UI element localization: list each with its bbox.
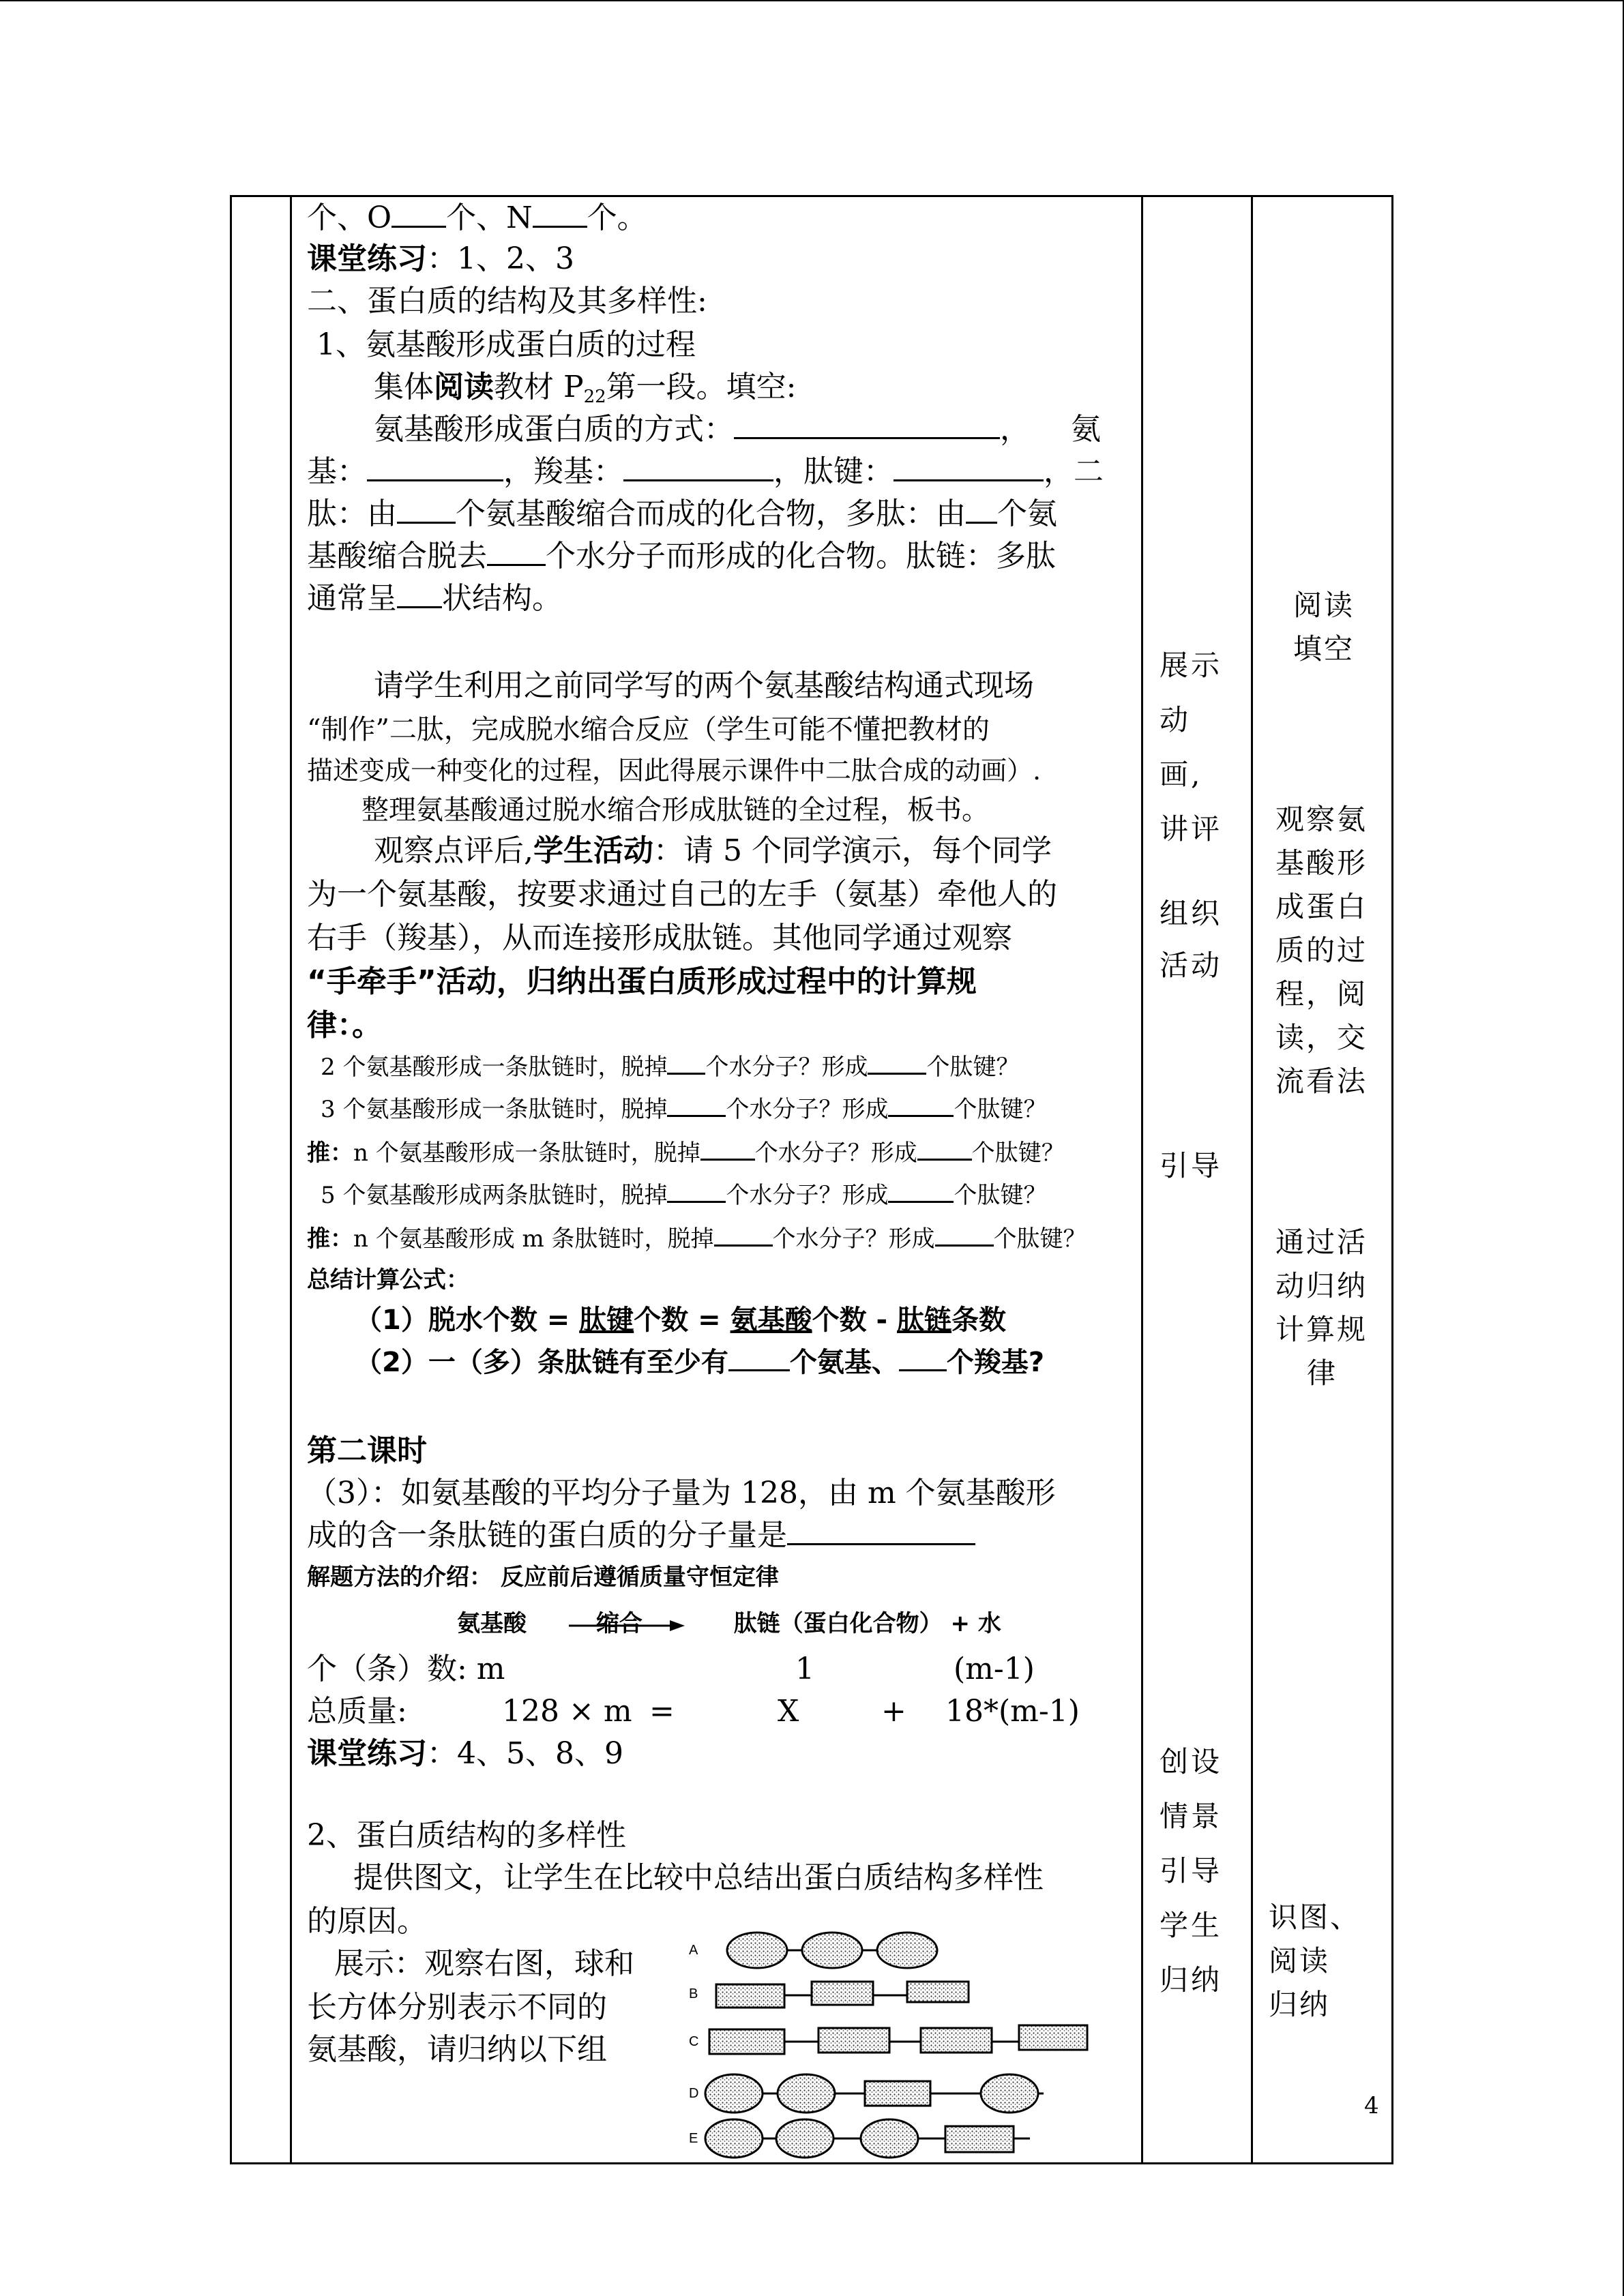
question-line: 推：n 个氨基酸形成 m 条肽链时，脱掉 个水分子？形成 个肽键？ [307,1225,1087,1253]
teacher-note: 情景 [1160,1800,1223,1833]
text-line: （3）：如氨基酸的平均分子量为 128，由 m 个氨基酸形 [307,1476,1056,1510]
exercise-line: 课堂练习：1、2、3 [307,241,574,276]
figure-label: E [689,2131,698,2146]
summary-heading: 总结计算公式： [307,1266,469,1294]
teacher-note: 展示 [1160,648,1223,682]
teacher-note: 引导 [1160,1854,1223,1888]
student-note: 律 [1307,1356,1338,1390]
student-note: 观察氨 [1275,803,1368,836]
teacher-note: 动 [1160,703,1192,736]
student-note: 识图、 [1269,1900,1361,1934]
main-content-column [293,198,1139,2162]
method-note: 解题方法的介绍： 反应前后遵循质量守恒定律 [307,1564,779,1591]
teacher-note: 组织 [1160,897,1223,930]
figure-label: C [689,2034,699,2049]
right-arrow-icon [569,1619,685,1632]
student-note: 动归纳 [1275,1269,1368,1302]
fill-blank-line: 氨基酸形成蛋白质的方式： ， 氨 [374,412,1101,447]
mass-value: 18*(m-1) [945,1694,1080,1729]
count-row: 个（条）数: m [307,1652,505,1686]
text-line: 长方体分别表示不同的 [307,1990,607,2025]
column-divider [1251,195,1253,2164]
text-line: 请学生利用之前同学写的两个氨基酸结构通式现场 [374,668,1034,703]
reaction-equation: 氨基酸 缩合 肽链（蛋白化合物） + 水 [457,1610,1001,1637]
student-note: 阅读 [1293,588,1355,622]
student-note: 读，交 [1275,1021,1368,1054]
text-line: 整理氨基酸通过脱水缩合形成肽链的全过程，板书。 [361,794,989,826]
teacher-note: 讲评 [1160,812,1223,846]
fill-blank-line: 通常呈 状结构。 [307,581,562,616]
exercise-line: 课堂练习：4、5、8、9 [307,1736,623,1771]
mass-value: + [881,1694,906,1729]
student-note: 质的过 [1275,934,1368,967]
column-divider [1141,195,1143,2164]
teacher-note: 归纳 [1160,1963,1223,1997]
question-line: 2 个氨基酸形成一条肽链时，脱掉 个水分子？形成 个肽键？ [321,1054,1020,1081]
student-activity-column [1255,198,1391,2162]
question-line: 3 个氨基酸形成一条肽链时，脱掉 个水分子？形成 个肽键？ [321,1096,1047,1123]
subsection-heading: 1、氨基酸形成蛋白质的过程 [316,327,696,362]
text-line: 个、O 个、N 个。 [307,200,647,235]
teacher-note: 活动 [1160,949,1223,982]
text-line: 的原因。 [307,1904,427,1939]
mass-value: 128 × m [502,1694,632,1729]
teacher-note: 画, [1160,758,1203,791]
text-line: 氨基酸，请归纳以下组 [307,2032,607,2067]
question-line: 5 个氨基酸形成两条肽链时，脱掉 个水分子？形成 个肽键？ [321,1182,1047,1209]
student-note: 通过活 [1275,1225,1368,1259]
fill-blank-line: 肽：由 个氨基酸缩合而成的化合物，多肽：由 个氨 [307,496,1057,531]
count-value: (m-1) [954,1652,1035,1686]
text-line: 展示：观察右图，球和 [334,1946,634,1981]
student-note: 程，阅 [1275,977,1368,1011]
student-note: 填空 [1293,632,1355,666]
figure-label: D [689,2086,699,2101]
text-line: 成的含一条肽链的蛋白质的分子量是 [307,1517,975,1555]
mass-value: = [649,1694,675,1729]
teacher-activity-column [1146,198,1251,2162]
text-line: 提供图文，让学生在比较中总结出蛋白质结构多样性 [353,1860,1044,1895]
column-divider [290,195,292,2164]
question-line: 推：n 个氨基酸形成一条肽链时，脱掉 个水分子？形成 个肽键？ [307,1139,1065,1167]
formula-2: （2）一（多）条肽链有至少有 个氨基、 个羧基? [355,1343,1044,1382]
fill-blank-line: 基： ，羧基： ，肽键： ，二 [307,454,1104,489]
text-line: 集体阅读教材 $P_{22}$第一段。填空: [374,370,797,407]
protein-diversity-figure [689,1930,1098,2162]
teacher-note: 引导 [1160,1149,1223,1182]
figure-label: A [689,1943,698,1958]
subsection-heading: 2、蛋白质结构的多样性 [307,1818,626,1853]
student-note: 归纳 [1269,1988,1331,2021]
text-line: 为一个氨基酸，按要求通过自己的左手（氨基）牵他人的 [307,877,1057,912]
student-note: 计算规 [1275,1313,1368,1346]
text-line: 右手（羧基），从而连接形成肽链。其他同学通过观察 [307,921,1012,955]
figure-label: B [689,1986,698,2001]
section-heading: 二、蛋白质的结构及其多样性: [307,284,707,318]
count-value: 1 [795,1652,814,1686]
text-line: 律：。 [307,1008,382,1043]
fill-blank-line: 基酸缩合脱去 个水分子而形成的化合物。肽链：多肽 [307,539,1056,573]
page-number: 4 [1364,2092,1379,2119]
text-line: 描述变成一种变化的过程，因此得展示课件中二肽合成的动画）. [307,756,1042,786]
formula-1: （1）脱水个数 = 肽键个数 = 氨基酸个数 - 肽链条数 [355,1304,1007,1336]
mass-value: X [778,1694,799,1729]
text-line: “制作”二肽，完成脱水缩合反应（学生可能不懂把教材的 [307,714,990,745]
teacher-note: 创设 [1160,1745,1223,1778]
student-note: 成蛋白 [1275,890,1368,923]
student-note: 阅读 [1269,1944,1331,1978]
mass-row: 总质量: [307,1694,407,1729]
teacher-note: 学生 [1160,1909,1223,1942]
text-line: “手牵手”活动，归纳出蛋白质形成过程中的计算规 [307,964,977,999]
second-lesson-heading: 第二课时 [307,1433,427,1468]
student-note: 流看法 [1275,1064,1368,1098]
student-note: 基酸形 [1275,846,1368,880]
text-line: 观察点评后,学生活动：请 5 个同学演示，每个同学 [374,833,1052,868]
